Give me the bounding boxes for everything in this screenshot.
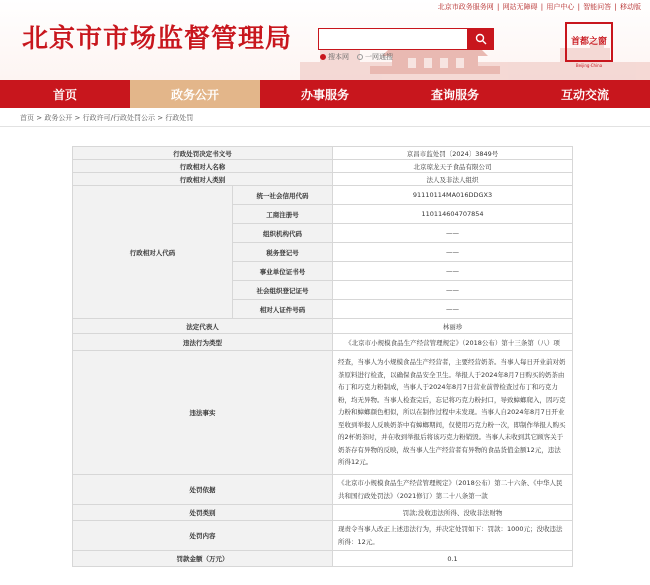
- legal-rep-value: 林丽珍: [333, 319, 573, 334]
- table-row: [73, 475, 573, 505]
- table-row: [73, 160, 573, 173]
- category-label: 处罚类别: [73, 505, 333, 521]
- code-label: 工商注册号: [233, 205, 333, 224]
- search-scope-options: [320, 52, 393, 62]
- basis-value: 《北京市小规模食品生产经营管理规定》（2018公布）第二十六条、《中华人民共和国行政处罚法》（2021修订）第二十八条第一款: [333, 475, 573, 505]
- site-title[interactable]: 北京市市场监督管理局: [22, 24, 293, 54]
- breadcrumb[interactable]: 首页 > 政务公开 > 行政许可/行政处罚公示 > 行政处罚: [20, 114, 194, 122]
- code-value: 110114604707854: [333, 205, 573, 224]
- category-value: 罚款;没收违法所得、没收非法财物: [333, 505, 573, 521]
- content-value: 现责令当事人改正上述违法行为，并决定处罚如下：罚款：1000元；没收违法所得：12元。: [333, 521, 573, 551]
- facts-label: 违法事实: [73, 351, 333, 475]
- party-type-value: 法人及非法人组织: [333, 173, 573, 186]
- radio-icon: [357, 54, 363, 60]
- codes-group-label: 行政相对人代码: [73, 186, 233, 319]
- violation-type-label: 违法行为类型: [73, 334, 333, 351]
- fine-value: 0.1: [333, 551, 573, 567]
- nav-query[interactable]: 查询服务: [430, 87, 479, 102]
- table-row: [73, 521, 573, 551]
- main-nav: [0, 80, 650, 108]
- code-label: 税务登记号: [233, 243, 333, 262]
- nav-home[interactable]: 首页: [52, 87, 77, 102]
- search-scope-site[interactable]: 搜本网: [320, 52, 349, 62]
- code-value: ——: [333, 281, 573, 300]
- top-links: 北京市政务服务网 | 网站无障碍 | 用户中心 | 智能问答 | 移动版: [437, 3, 641, 11]
- doc-no-value: 京昌市监处罚〔2024〕3849号: [333, 147, 573, 160]
- top-link-user-center[interactable]: 用户中心: [546, 3, 575, 11]
- table-row: [73, 173, 573, 186]
- site-header: [0, 0, 650, 80]
- code-label: 相对人证件号码: [233, 300, 333, 319]
- top-link-portal[interactable]: 北京市政务服务网: [437, 3, 494, 11]
- top-link-mobile[interactable]: 移动版: [620, 3, 641, 11]
- violation-type-value: 《北京市小规模食品生产经营管理规定》（2018公布）第十三条第（八）项: [333, 334, 573, 351]
- top-link-accessibility[interactable]: 网站无障碍: [502, 3, 538, 11]
- logo-subtitle: Beijing·China: [575, 63, 603, 68]
- search-scope-all[interactable]: 一网通搜: [357, 52, 393, 62]
- top-link-smart-qa[interactable]: 智能问答: [583, 3, 612, 11]
- code-value: ——: [333, 224, 573, 243]
- table-row: [73, 351, 573, 475]
- code-value: ——: [333, 243, 573, 262]
- search-icon: [475, 33, 487, 45]
- code-value: 91110114MA016DDGX3: [333, 186, 573, 205]
- nav-interaction[interactable]: 互动交流: [560, 87, 609, 102]
- code-value: ——: [333, 262, 573, 281]
- table-row: [73, 551, 573, 567]
- code-label: 事业单位证书号: [233, 262, 333, 281]
- table-row: [73, 505, 573, 521]
- party-name-value: 北京琼龙天子食品有限公司: [333, 160, 573, 173]
- code-label: 组织机构代码: [233, 224, 333, 243]
- nav-services[interactable]: 办事服务: [300, 87, 349, 102]
- table-row: [73, 147, 573, 160]
- code-value: ——: [333, 300, 573, 319]
- table-row: [73, 334, 573, 351]
- penalty-info-table: [72, 146, 573, 567]
- search-input[interactable]: [318, 28, 468, 50]
- nav-government-affairs[interactable]: 政务公开: [130, 80, 260, 108]
- party-name-label: 行政相对人名称: [73, 160, 333, 173]
- table-row: [73, 319, 573, 334]
- code-label: 统一社会信用代码: [233, 186, 333, 205]
- radio-selected-icon: [320, 54, 326, 60]
- content-label: 处罚内容: [73, 521, 333, 551]
- party-type-label: 行政相对人类别: [73, 173, 333, 186]
- doc-no-label: 行政处罚决定书文号: [73, 147, 333, 160]
- table-row: [73, 186, 573, 205]
- search-button[interactable]: [468, 28, 494, 50]
- code-label: 社会组织登记证号: [233, 281, 333, 300]
- facts-value: 经查，当事人为小规模食品生产经营者，主要经营奶茶。当事人每日开业前对奶茶原料进行检查，以确保食品安全卫生。举报人于2024年8月7日购买的奶茶由布丁和巧克力粉制成，当事人于2024年8月7日营业前曾检查过布丁和巧克力粉，均无异物。当事人检查完后，忘记将巧克力粉封口，导致蟑螂爬入，因巧克力粉和蟑螂颜色相似，所以在制作过程中未发现。当事人自2024年8月7日开业至收到举报人反映奶茶中有蟑螂期间，仅使用巧克力粉一次，即制作举报人购买的2杯奶茶时，并在收到举报后将该巧克力粉销毁。当事人未收到其它顾客关于奶茶存有异物的反映，故当事人生产经营者有异物的食品货值金额12元，违法所得12元。: [333, 351, 573, 475]
- divider: [0, 126, 650, 127]
- fine-label: 罚款金额（万元）: [73, 551, 333, 567]
- basis-label: 处罚依据: [73, 475, 333, 505]
- legal-rep-label: 法定代表人: [73, 319, 333, 334]
- capital-window-logo[interactable]: 首 都 之 窗: [565, 22, 613, 62]
